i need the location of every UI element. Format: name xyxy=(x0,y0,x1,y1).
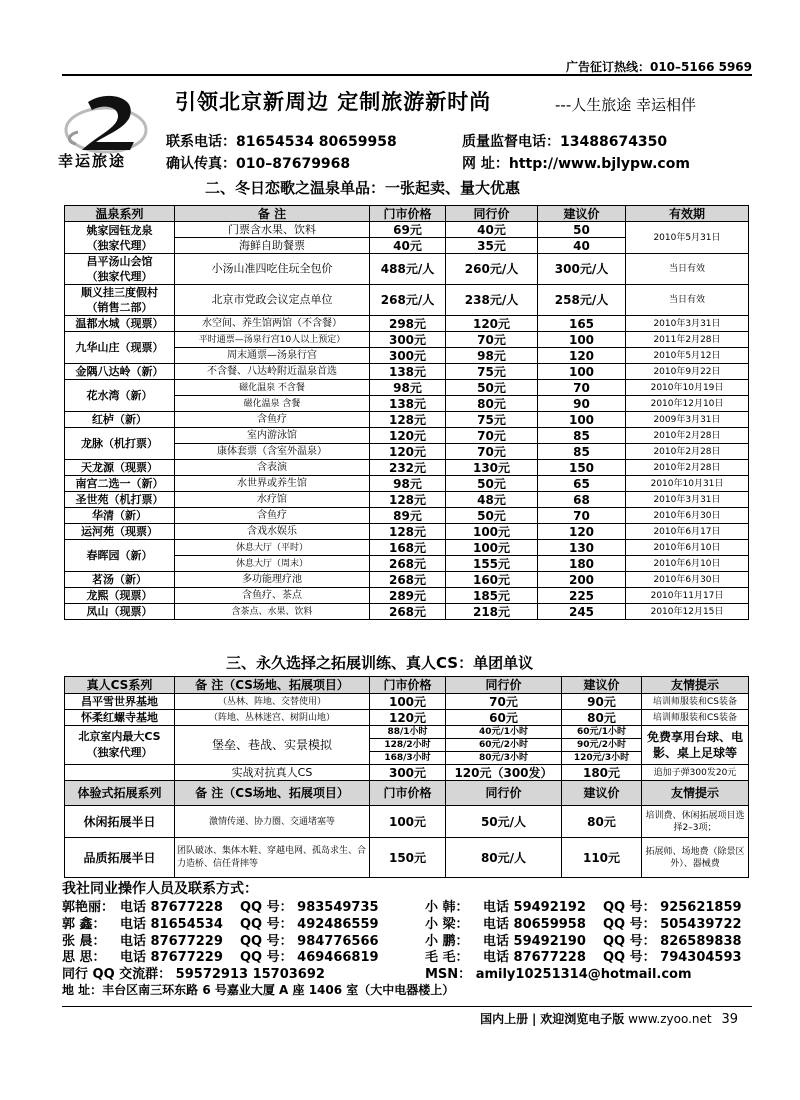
operator-name: 小 韩： xyxy=(425,900,469,915)
note-cell: 含戏水娱乐 xyxy=(175,524,370,540)
operator-name: 张 晨： xyxy=(62,934,106,949)
table-row: 128/2小时 60元/2小时 90元/2小时 xyxy=(65,739,749,752)
table-row xyxy=(65,364,749,380)
trade-price: 130元 xyxy=(446,460,538,476)
spring-name: 凤山（现票） xyxy=(65,604,175,620)
tagline: ---人生旅途 幸运相伴 xyxy=(555,96,697,114)
operator-phone: 电话 87677228 xyxy=(483,950,586,965)
operator-qq: QQ 号： 794304593 xyxy=(603,950,742,965)
operator-phone: 电话 87677228 xyxy=(120,900,223,915)
note-cell: 磁化温泉 不含餐 xyxy=(175,380,370,396)
suggested-price: 68 xyxy=(538,492,626,508)
operator-qq: QQ 号： 826589838 xyxy=(603,934,742,949)
valid-date: 2010年5月31日 xyxy=(626,222,749,254)
col-header-cs-trade: 同行价 xyxy=(446,677,562,694)
note-cell: 磁化温泉 含餐 xyxy=(175,396,370,412)
table-row xyxy=(65,492,749,508)
valid-date: 2010年10月31日 xyxy=(626,476,749,492)
trade-price: 70元 xyxy=(446,444,538,460)
operator-qq: QQ 号： 505439722 xyxy=(603,917,742,932)
note-cell: 门票含水果、饮料 xyxy=(175,222,370,238)
valid-date: 2010年6月30日 xyxy=(626,572,749,588)
spring-name: 龙脉（机打票） xyxy=(65,428,175,460)
footer-site[interactable]: www.zyoo.net xyxy=(628,1012,712,1026)
valid-date: 2010年9月22日 xyxy=(626,364,749,380)
note-cell: 周末通票—汤泉行宫 xyxy=(175,348,370,364)
trade-price: 80元 xyxy=(446,396,538,412)
suggested-price: 100 xyxy=(538,332,626,348)
divider xyxy=(62,74,752,76)
col-header-suggest: 建议价 xyxy=(538,206,626,222)
valid-date: 2010年6月17日 xyxy=(626,524,749,540)
valid-date: 2010年2月28日 xyxy=(626,428,749,444)
col-header-trade: 同行价 xyxy=(446,206,538,222)
col-header-exp-tip: 友情提示 xyxy=(642,781,749,806)
col-header-exp: 体验式拓展系列 xyxy=(65,781,175,806)
note-cell: 海鲜自助餐票 xyxy=(175,238,370,254)
suggested-price: 40 xyxy=(538,238,626,254)
retail-price: 488元/人 xyxy=(370,254,446,285)
col-header-cs: 真人CS系列 xyxy=(65,677,175,694)
suggested-price: 120 xyxy=(538,524,626,540)
operator-qq: QQ 号： 983549735 xyxy=(240,900,379,915)
spring-name: 茗汤（新） xyxy=(65,572,175,588)
operator-name: 思 思： xyxy=(62,950,106,965)
valid-date: 2010年12月15日 xyxy=(626,604,749,620)
note-cell: 休息大厅（平时） xyxy=(175,540,370,556)
suggested-price: 165 xyxy=(538,316,626,332)
note-cell: 含鱼疗 xyxy=(175,412,370,428)
operator-phone: 电话 80659958 xyxy=(483,917,586,932)
spring-name: 运河苑（现票） xyxy=(65,524,175,540)
operator-qq: QQ 号： 925621859 xyxy=(603,900,742,915)
trade-price: 100元 xyxy=(446,540,538,556)
note-cell: 水空间、养生馆两馆（不含餐） xyxy=(175,316,370,332)
table-row: 168/3小时 80元/3小时 120元/3小时 xyxy=(65,752,749,765)
trade-price: 50元 xyxy=(446,476,538,492)
trade-price: 160元 xyxy=(446,572,538,588)
note-cell: 含鱼疗 xyxy=(175,508,370,524)
footer-text: 欢迎浏览电子版 xyxy=(540,1012,625,1026)
operator-phone: 电话 87677229 xyxy=(120,934,223,949)
suggested-price: 300元/人 xyxy=(538,254,626,285)
table-row xyxy=(65,476,749,492)
retail-price: 268元 xyxy=(370,556,446,572)
section1-title: 二、冬日恋歌之温泉单品：一张起卖、量大优惠 xyxy=(205,179,521,197)
note-cell: 含茶点、水果、饮料 xyxy=(175,604,370,620)
valid-date: 2010年3月31日 xyxy=(626,316,749,332)
retail-price: 40元 xyxy=(370,238,446,254)
suggested-price: 50 xyxy=(538,222,626,238)
col-header-valid: 有效期 xyxy=(626,206,749,222)
divider xyxy=(62,1006,752,1007)
cs-indoor-agency: （独家代理） xyxy=(86,746,153,759)
suggested-price: 130 xyxy=(538,540,626,556)
page-number: 39 xyxy=(721,1012,738,1027)
trade-price: 48元 xyxy=(446,492,538,508)
table-row xyxy=(65,254,749,285)
valid-date: 当日有效 xyxy=(626,254,749,285)
headline: 引领北京新周边 定制旅游新时尚 xyxy=(175,90,492,114)
retail-price: 120元 xyxy=(370,428,446,444)
trade-price: 50元 xyxy=(446,508,538,524)
operator-qq: QQ 号： 492486559 xyxy=(240,917,379,932)
operator-name: 郭 鑫： xyxy=(62,917,106,932)
suggested-price: 180 xyxy=(538,556,626,572)
valid-date: 当日有效 xyxy=(626,285,749,316)
table-row xyxy=(65,588,749,604)
valid-date: 2010年3月31日 xyxy=(626,492,749,508)
col-header-exp-suggest: 建议价 xyxy=(562,781,642,806)
col-header-exp-retail: 门市价格 xyxy=(370,781,446,806)
trade-price: 70元 xyxy=(446,428,538,444)
retail-price: 89元 xyxy=(370,508,446,524)
col-header-series: 温泉系列 xyxy=(65,206,175,222)
spring-name: 圣世苑（机打票） xyxy=(65,492,175,508)
table-row xyxy=(65,412,749,428)
table-row xyxy=(65,285,749,316)
retail-price: 298元 xyxy=(370,316,446,332)
note-cell: 休息大厅（周末） xyxy=(175,556,370,572)
spring-name: 花水湾（新） xyxy=(65,380,175,412)
retail-price: 138元 xyxy=(370,396,446,412)
spring-name: 温都水城（现票） xyxy=(65,316,175,332)
table-row xyxy=(65,460,749,476)
trade-price: 260元/人 xyxy=(446,254,538,285)
col-header-note: 备 注 xyxy=(175,206,370,222)
contact-phone: 联系电话：81654534 80659958 xyxy=(166,134,397,150)
table-row xyxy=(65,508,749,524)
retail-price: 128元 xyxy=(370,492,446,508)
hot-spring-table xyxy=(64,205,749,620)
address: 地 址：丰台区南三环东路 6 号嘉业大厦 A 座 1406 室（大中电器楼上） xyxy=(62,983,455,997)
spring-name-note: （独家代理） xyxy=(86,238,153,252)
note-cell: 水疗馆 xyxy=(175,492,370,508)
trade-price: 35元 xyxy=(446,238,538,254)
spring-name: 龙熙（现票） xyxy=(65,588,175,604)
spring-name: 九华山庄（现票） xyxy=(65,332,175,364)
valid-date: 2010年2月28日 xyxy=(626,444,749,460)
trade-price: 238元/人 xyxy=(446,285,538,316)
trade-price: 155元 xyxy=(446,556,538,572)
table-row xyxy=(65,428,749,444)
retail-price: 128元 xyxy=(370,412,446,428)
retail-price: 69元 xyxy=(370,222,446,238)
spring-name: 南宫二选一（新） xyxy=(65,476,175,492)
spring-name: 金隅八达岭（新） xyxy=(65,364,175,380)
table-row xyxy=(65,380,749,396)
operator-qq: QQ 号： 984776566 xyxy=(240,934,379,949)
operator-name: 毛 毛： xyxy=(425,950,469,965)
suggested-price: 70 xyxy=(538,508,626,524)
suggested-price: 65 xyxy=(538,476,626,492)
ad-hotline: 广告征订热线：010–5166 5969 xyxy=(565,60,752,74)
retail-price: 300元 xyxy=(370,348,446,364)
operator-name: 郭艳丽： xyxy=(62,900,115,915)
quality-phone: 质量监督电话：13488674350 xyxy=(462,134,668,150)
operator-name: 小 鹏： xyxy=(425,934,469,949)
table-row xyxy=(65,524,749,540)
suggested-price: 70 xyxy=(538,380,626,396)
operator-name: 小 梁： xyxy=(425,917,469,932)
col-header-exp-note: 备 注（CS场地、拓展项目） xyxy=(175,781,370,806)
suggested-price: 90 xyxy=(538,396,626,412)
spring-name: 春晖园（新） xyxy=(65,540,175,572)
valid-date: 2011年2月28日 xyxy=(626,332,749,348)
note-cell: 多功能理疗池 xyxy=(175,572,370,588)
footer xyxy=(480,1010,738,1027)
msn: MSN： amily10251314@hotmail.com xyxy=(425,967,692,982)
spring-name: 姚家园钰龙泉 xyxy=(86,223,153,237)
brand-name: 幸运旅途 xyxy=(58,152,127,170)
note-cell: 含表演 xyxy=(175,460,370,476)
valid-date: 2010年6月10日 xyxy=(626,556,749,572)
col-header-cs-retail: 门市价格 xyxy=(370,677,446,694)
valid-date: 2010年2月28日 xyxy=(626,460,749,476)
valid-date: 2010年6月30日 xyxy=(626,508,749,524)
suggested-price: 100 xyxy=(538,412,626,428)
operator-phone: 电话 59492190 xyxy=(483,934,586,949)
website: 网 址：http://www.bjlypw.com xyxy=(462,156,690,172)
suggested-price: 245 xyxy=(538,604,626,620)
retail-price: 128元 xyxy=(370,524,446,540)
trade-price: 185元 xyxy=(446,588,538,604)
table-row: 实战对抗真人CS 300元 120元（300发） 180元 追加子弹300发20元 xyxy=(65,765,749,781)
group-qq: 同行 QQ 交流群： 59572913 15703692 xyxy=(62,967,325,982)
retail-price: 268元/人 xyxy=(370,285,446,316)
retail-price: 268元 xyxy=(370,604,446,620)
operator-phone: 电话 81654534 xyxy=(120,917,223,932)
valid-date: 2010年12月10日 xyxy=(626,396,749,412)
retail-price: 268元 xyxy=(370,572,446,588)
table-row: 北京室内最大CS （独家代理） 堡垒、巷战、实景模拟 88/1小时 40元/1小时 60元/1小时 免费享用台球、电影、桌上足球等 xyxy=(65,726,749,739)
suggested-price: 85 xyxy=(538,428,626,444)
trade-price: 218元 xyxy=(446,604,538,620)
suggested-price: 120 xyxy=(538,348,626,364)
col-header-cs-tip: 友情提示 xyxy=(642,677,749,694)
trade-price: 75元 xyxy=(446,364,538,380)
suggested-price: 200 xyxy=(538,572,626,588)
retail-price: 289元 xyxy=(370,588,446,604)
spring-name: 天龙源（现票） xyxy=(65,460,175,476)
col-header-cs-suggest: 建议价 xyxy=(562,677,642,694)
section2-title: 三、永久选择之拓展训练、真人CS：单团单议 xyxy=(226,654,534,672)
spring-name: 昌平汤山会馆 xyxy=(86,255,153,268)
table-row xyxy=(65,604,749,620)
retail-price: 120元 xyxy=(370,444,446,460)
table-row: 昌平雪世界基地 （丛林、阵地、交替使用） 100元 70元 90元 培训师服装和CS装备 xyxy=(65,694,749,710)
valid-date: 2010年6月10日 xyxy=(626,540,749,556)
table-row xyxy=(65,316,749,332)
footer-volume: 国内上册 xyxy=(480,1012,529,1026)
trade-price: 98元 xyxy=(446,348,538,364)
spring-name: 华清（新） xyxy=(65,508,175,524)
retail-price: 168元 xyxy=(370,540,446,556)
note-cell: 小汤山准四吃住玩全包价 xyxy=(175,254,370,285)
retail-price: 300元 xyxy=(370,332,446,348)
valid-date: 2009年3月31日 xyxy=(626,412,749,428)
operator-phone: 电话 87677229 xyxy=(120,950,223,965)
note-cell: 室内游泳馆 xyxy=(175,428,370,444)
col-header-cs-note: 备 注（CS场地、拓展项目） xyxy=(175,677,370,694)
col-header-retail: 门市价格 xyxy=(370,206,446,222)
operators-title: 我社同业操作人员及联系方式： xyxy=(62,881,258,897)
suggested-price: 258元/人 xyxy=(538,285,626,316)
valid-date: 2010年10月19日 xyxy=(626,380,749,396)
note-cell: 含鱼疗、茶点 xyxy=(175,588,370,604)
table-row xyxy=(65,572,749,588)
trade-price: 75元 xyxy=(446,412,538,428)
cs-indoor-name: 北京室内最大CS xyxy=(78,730,161,743)
retail-price: 138元 xyxy=(370,364,446,380)
valid-date: 2010年5月12日 xyxy=(626,348,749,364)
fax: 确认传真：010–87679968 xyxy=(166,156,351,172)
table-row xyxy=(65,540,749,556)
note-cell: 水世界或养生馆 xyxy=(175,476,370,492)
valid-date: 2010年11月17日 xyxy=(626,588,749,604)
trade-price: 50元 xyxy=(446,380,538,396)
operator-phone: 电话 59492192 xyxy=(483,900,586,915)
table-row: 休闲拓展半日 激情传递、协力圈、交通堵塞等 100元 50元/人 80元 培训费、休闲拓展项目选择2–3项； xyxy=(65,806,749,838)
suggested-price: 150 xyxy=(538,460,626,476)
spring-name-note: （销售二部） xyxy=(86,301,153,314)
spring-name: 顺义挂三度假村 xyxy=(81,286,158,299)
retail-price: 98元 xyxy=(370,380,446,396)
table-row: 品质拓展半日 团队破冰、集体木鞋、穿越电网、孤岛求生、合力造桥、信任背摔等 150元 80元/人 110元 拓展师、场地费（除景区外）、器械费 xyxy=(65,838,749,878)
cs-table xyxy=(64,676,749,878)
suggested-price: 85 xyxy=(538,444,626,460)
retail-price: 232元 xyxy=(370,460,446,476)
col-header-exp-trade: 同行价 xyxy=(446,781,562,806)
note-cell: 康体套票（含室外温泉） xyxy=(175,444,370,460)
suggested-price: 225 xyxy=(538,588,626,604)
spring-name: 红栌（新） xyxy=(65,412,175,428)
spring-name-note: （独家代理） xyxy=(86,270,153,283)
trade-price: 120元 xyxy=(446,316,538,332)
suggested-price: 100 xyxy=(538,364,626,380)
table-row: 怀柔红螺寺基地 （阵地、丛林迷宫、树阴山地） 120元 60元 80元 培训师服装和CS装备 xyxy=(65,710,749,726)
table-row xyxy=(65,332,749,348)
trade-price: 70元 xyxy=(446,332,538,348)
note-cell: 北京市党政会议定点单位 xyxy=(175,285,370,316)
trade-price: 40元 xyxy=(446,222,538,238)
trade-price: 100元 xyxy=(446,524,538,540)
note-cell: 不含餐、八达岭附近温泉首选 xyxy=(175,364,370,380)
operator-qq: QQ 号： 469466819 xyxy=(240,950,379,965)
footer-sep: | xyxy=(532,1012,537,1026)
note-cell: 平时通票—汤泉行宫10人以上预定） xyxy=(175,332,370,348)
retail-price: 98元 xyxy=(370,476,446,492)
table-row xyxy=(65,222,749,238)
